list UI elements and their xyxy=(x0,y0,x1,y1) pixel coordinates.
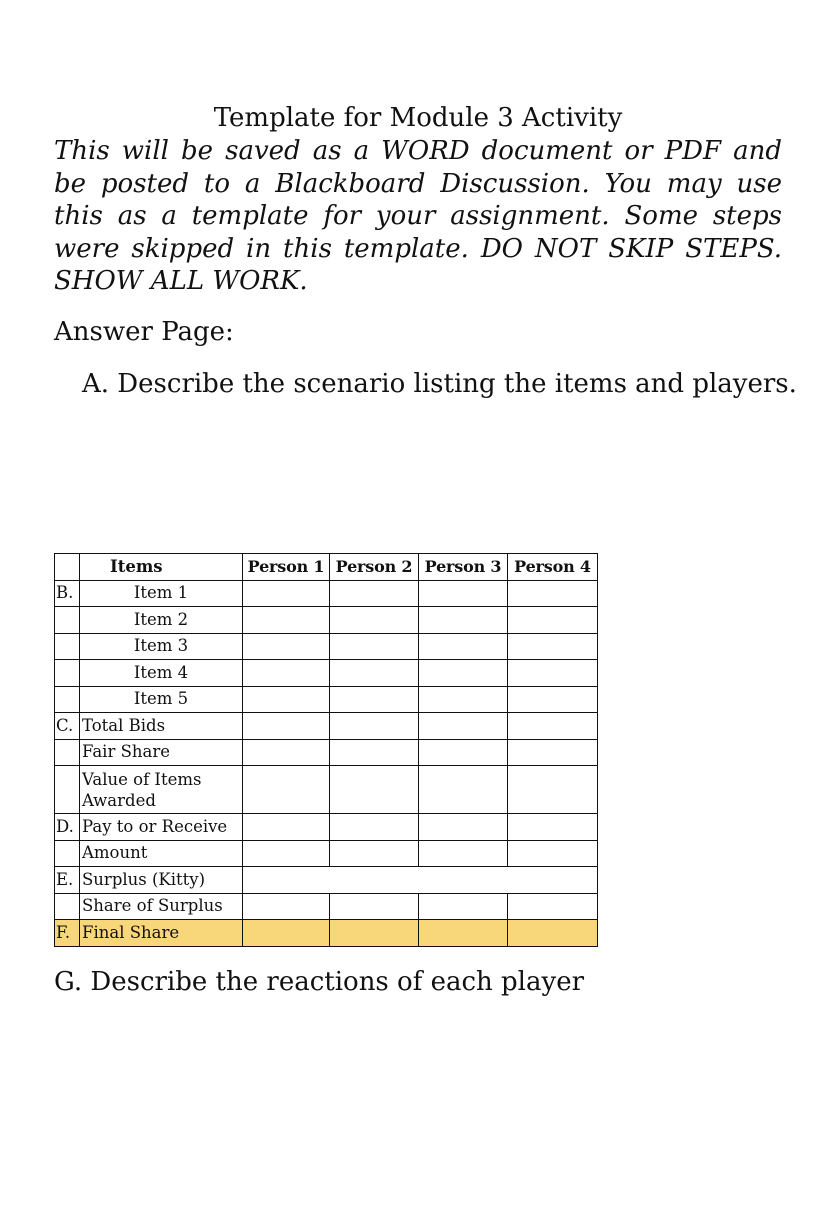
cell-person-4[interactable] xyxy=(508,660,598,687)
cell-person-1[interactable] xyxy=(243,893,330,920)
section-a-prompt: A. Describe the scenario listing the items and players. xyxy=(82,369,797,399)
cell-person-2[interactable] xyxy=(330,633,419,660)
row-letter xyxy=(55,660,80,687)
row-letter: D. xyxy=(55,814,80,841)
header-person-2: Person 2 xyxy=(330,554,419,581)
table-row xyxy=(55,713,598,740)
row-letter: F. xyxy=(55,920,80,947)
table-row xyxy=(55,633,598,660)
cell-person-3[interactable] xyxy=(419,607,508,634)
cell-person-3[interactable] xyxy=(419,766,508,814)
cell-person-4[interactable] xyxy=(508,893,598,920)
cell-person-3[interactable] xyxy=(419,580,508,607)
cell-person-4[interactable] xyxy=(508,840,598,867)
row-label: Amount xyxy=(80,840,243,867)
header-person-3: Person 3 xyxy=(419,554,508,581)
cell-person-3[interactable] xyxy=(419,739,508,766)
cell-person-4[interactable] xyxy=(508,686,598,713)
cell-person-2[interactable] xyxy=(330,739,419,766)
row-label: Item 1 xyxy=(80,580,243,607)
cell-person-1[interactable] xyxy=(243,739,330,766)
section-g-prompt: G. Describe the reactions of each player xyxy=(54,967,585,997)
table-row xyxy=(55,766,598,814)
row-letter: B. xyxy=(55,580,80,607)
cell-person-2[interactable] xyxy=(330,660,419,687)
cell-person-2[interactable] xyxy=(330,766,419,814)
cell-person-4[interactable] xyxy=(508,739,598,766)
cell-person-3[interactable] xyxy=(419,660,508,687)
cell-person-1[interactable] xyxy=(243,713,330,740)
cell-person-4[interactable] xyxy=(508,766,598,814)
cell-person-1[interactable] xyxy=(243,580,330,607)
table-row xyxy=(55,607,598,634)
row-label: Item 5 xyxy=(80,686,243,713)
cell-person-3[interactable] xyxy=(419,633,508,660)
table-row xyxy=(55,814,598,841)
row-label: Item 3 xyxy=(80,633,243,660)
row-label: Share of Surplus xyxy=(80,893,243,920)
cell-person-2[interactable] xyxy=(330,893,419,920)
table-row-final-share xyxy=(55,920,598,947)
cell-person-3[interactable] xyxy=(419,840,508,867)
cell-person-1[interactable] xyxy=(243,660,330,687)
row-label: Item 4 xyxy=(80,660,243,687)
cell-surplus-merged[interactable] xyxy=(243,867,598,894)
cell-person-3[interactable] xyxy=(419,713,508,740)
row-label: Total Bids xyxy=(80,713,243,740)
row-letter xyxy=(55,893,80,920)
table-row xyxy=(55,686,598,713)
cell-person-1[interactable] xyxy=(243,766,330,814)
cell-person-4[interactable] xyxy=(508,607,598,634)
row-letter: E. xyxy=(55,867,80,894)
cell-person-3[interactable] xyxy=(419,893,508,920)
row-label: Value of Items Awarded xyxy=(80,766,243,814)
cell-person-4[interactable] xyxy=(508,713,598,740)
cell-person-1[interactable] xyxy=(243,840,330,867)
cell-person-3[interactable] xyxy=(419,686,508,713)
row-letter xyxy=(55,686,80,713)
row-letter: C. xyxy=(55,713,80,740)
header-letter-cell xyxy=(55,554,80,581)
table-row xyxy=(55,580,598,607)
table-row xyxy=(55,739,598,766)
row-label: Pay to or Receive xyxy=(80,814,243,841)
row-letter xyxy=(55,607,80,634)
row-letter xyxy=(55,739,80,766)
row-letter xyxy=(55,633,80,660)
cell-person-4[interactable] xyxy=(508,633,598,660)
cell-person-2[interactable] xyxy=(330,840,419,867)
cell-person-2[interactable] xyxy=(330,686,419,713)
bids-table xyxy=(54,553,598,947)
intro-paragraph: This will be saved as a WORD document or PDF and be posted to a Blackboard Discussion. You may use this as a template for your assignment. Some steps were skipped in this template. DO NOT SKIP STEPS. SHOW ALL WORK. xyxy=(54,136,782,297)
cell-person-4[interactable] xyxy=(508,580,598,607)
table-row xyxy=(55,893,598,920)
cell-person-1[interactable] xyxy=(243,814,330,841)
row-label: Fair Share xyxy=(80,739,243,766)
header-person-1: Person 1 xyxy=(243,554,330,581)
document-title: Template for Module 3 Activity xyxy=(213,103,623,133)
cell-person-1[interactable] xyxy=(243,607,330,634)
cell-person-3[interactable] xyxy=(419,814,508,841)
cell-person-2[interactable] xyxy=(330,580,419,607)
cell-person-2[interactable] xyxy=(330,920,419,947)
answer-page-label: Answer Page: xyxy=(54,317,234,347)
cell-person-1[interactable] xyxy=(243,686,330,713)
table-row xyxy=(55,660,598,687)
cell-person-4[interactable] xyxy=(508,920,598,947)
cell-person-1[interactable] xyxy=(243,920,330,947)
cell-person-3[interactable] xyxy=(419,920,508,947)
cell-person-2[interactable] xyxy=(330,713,419,740)
cell-person-2[interactable] xyxy=(330,814,419,841)
header-items: Items xyxy=(80,554,243,581)
row-label: Item 2 xyxy=(80,607,243,634)
row-label: Final Share xyxy=(80,920,243,947)
cell-person-2[interactable] xyxy=(330,607,419,634)
cell-person-1[interactable] xyxy=(243,633,330,660)
table-row xyxy=(55,867,598,894)
row-label: Surplus (Kitty) xyxy=(80,867,243,894)
table-header-row xyxy=(55,554,598,581)
row-letter xyxy=(55,840,80,867)
table-row xyxy=(55,840,598,867)
row-letter xyxy=(55,766,80,814)
cell-person-4[interactable] xyxy=(508,814,598,841)
header-person-4: Person 4 xyxy=(508,554,598,581)
